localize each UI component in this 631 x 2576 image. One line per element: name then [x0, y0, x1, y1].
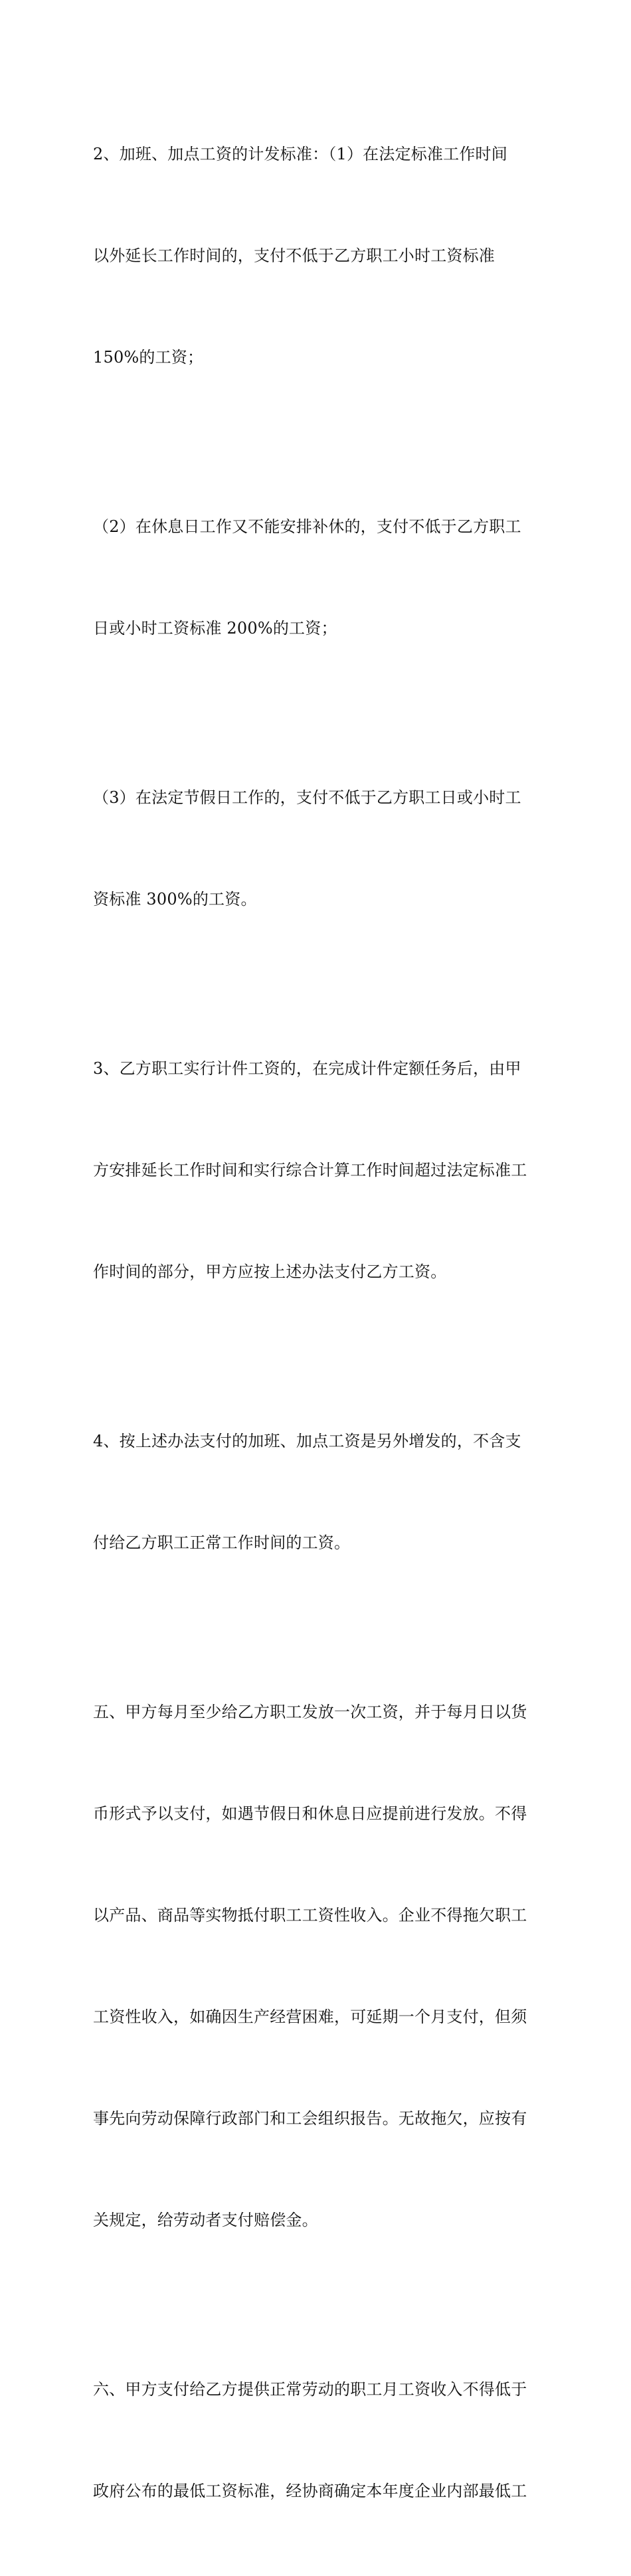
text-line: 币形式予以支付，如遇节假日和休息日应提前进行发放。不得: [93, 1804, 527, 1823]
text-line: （2）在休息日工作又不能安排补休的，支付不低于乙方职工: [93, 517, 521, 536]
text-line: 以产品、商品等实物抵付职工工资性收入。企业不得拖欠职工: [93, 1906, 527, 1925]
text-line: 作时间的部分，甲方应按上述办法支付乙方工资。: [93, 1262, 447, 1281]
paragraph-rest-day: [93, 442, 539, 713]
paragraph-additional-pay: [93, 1357, 539, 1628]
text-line: （3）在法定节假日工作的，支付不低于乙方职工日或小时工: [93, 788, 521, 807]
text-line: 资标准 300%的工资。: [93, 890, 257, 908]
text-line: 六、甲方支付给乙方提供正常劳动的职工月工资收入不得低于: [93, 2380, 527, 2399]
text-line: 方安排延长工作时间和实行综合计算工作时间超过法定标准工: [93, 1161, 527, 1179]
text-line: 政府公布的最低工资标准，经协商确定本年度企业内部最低工: [93, 2482, 527, 2500]
text-line: 关规定，给劳动者支付赔偿金。: [93, 2211, 318, 2229]
text-line: 事先向劳动保障行政部门和工会组织报告。无故拖欠，应按有: [93, 2109, 527, 2128]
paragraph-piecework: [93, 984, 539, 1357]
paragraph-holiday: [93, 713, 539, 984]
document-body: [93, 70, 539, 2576]
text-line: 日或小时工资标准 200%的工资；: [93, 619, 337, 638]
text-line: 150%的工资；: [93, 348, 204, 367]
paragraph-clause-five: [93, 1628, 539, 2305]
text-line: 3、乙方职工实行计件工资的，在完成计件定额任务后，由甲: [93, 1059, 521, 1078]
text-line: 4、按上述办法支付的加班、加点工资是另外增发的，不含支: [93, 1432, 521, 1450]
text-line: 付给乙方职工正常工作时间的工资。: [93, 1533, 351, 1552]
text-line: 工资性收入，如确因生产经营困难，可延期一个月支付，但须: [93, 2008, 527, 2026]
text-line: 2、加班、加点工资的计发标准：（1）在法定标准工作时间: [93, 145, 507, 163]
paragraph-clause-six: [93, 2305, 539, 2576]
text-line: 以外延长工作时间的，支付不低于乙方职工小时工资标准: [93, 246, 495, 265]
paragraph-overtime-standard: [93, 70, 539, 442]
text-line: 五、甲方每月至少给乙方职工发放一次工资，并于每月日以货: [93, 1703, 527, 1721]
